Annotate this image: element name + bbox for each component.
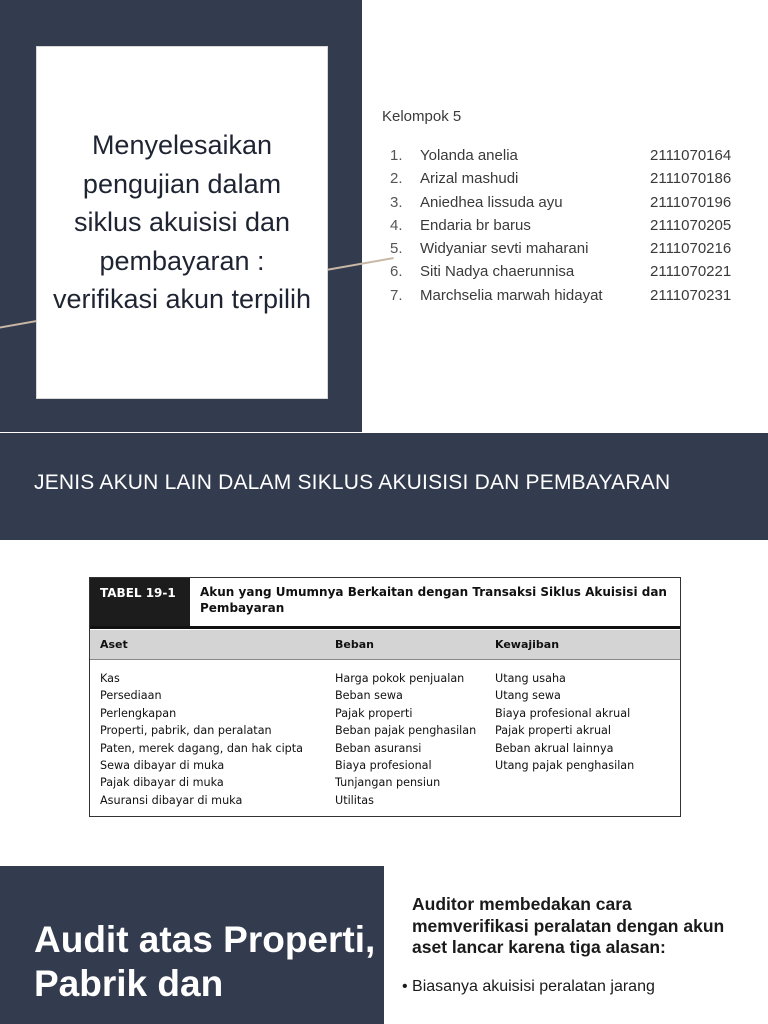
member-name: Siti Nadya chaerunnisa	[420, 263, 575, 281]
table-cell: Kas	[100, 672, 120, 685]
content-area	[402, 894, 752, 997]
member-name: Endaria br barus	[420, 216, 531, 234]
table-cell: Pajak dibayar di muka	[100, 776, 224, 790]
table-label: TABEL 19-1	[90, 578, 190, 626]
slide-title: Menyelesaikan pengujian dalam siklus akuisisi dan pembayaran : verifikasi akun terpilih	[52, 130, 312, 315]
table-cell: Beban akrual lainnya	[495, 741, 614, 755]
table-cell: Harga pokok penjualan	[335, 672, 465, 685]
slide-heading: JENIS AKUN LAIN DALAM SIKLUS AKUISISI DAN PEMBAYARAN	[34, 471, 671, 494]
member-number: 6.	[390, 263, 403, 281]
member-number: 1.	[390, 147, 403, 164]
member-number: 7.	[390, 286, 403, 304]
column-header-beban: Beban	[335, 638, 374, 651]
member-nim: 2111070205	[650, 216, 732, 234]
column-header-row	[90, 630, 680, 660]
heading-band	[0, 433, 768, 540]
table-cell: Asuransi dibayar di muka	[100, 793, 243, 807]
member-nim: 2111070216	[650, 240, 732, 258]
table-cell: Utang sewa	[495, 689, 561, 703]
accounts-slide	[0, 433, 768, 833]
list-item	[390, 167, 760, 190]
table-cell: Utang pajak penghasilan	[495, 759, 635, 773]
column-header-aset: Aset	[100, 638, 128, 651]
member-name: Arizal mashudi	[420, 170, 519, 188]
member-name: Yolanda anelia	[420, 147, 518, 164]
table-cell: Beban asuransi	[335, 741, 422, 755]
table-cell: Utilitas	[335, 793, 374, 807]
aset-column	[100, 670, 303, 809]
table-header	[90, 578, 680, 629]
table-cell: Pajak properti	[335, 706, 413, 720]
member-nim: 2111070221	[650, 263, 732, 281]
column-header-kewajiban: Kewajiban	[495, 638, 560, 651]
table-caption: Akun yang Umumnya Berkaitan dengan Transaksi Siklus Akuisisi dan Pembayaran	[200, 585, 667, 615]
table-cell: Paten, merek dagang, dan hak cipta	[100, 741, 304, 755]
table-cell: Biaya profesional	[335, 759, 432, 773]
member-nim: 2111070186	[650, 170, 732, 188]
group-label: Kelompok 5	[382, 108, 462, 125]
list-item	[390, 237, 760, 260]
member-name: Aniedhea lissuda ayu	[420, 193, 563, 211]
list-item	[390, 214, 760, 237]
slide-title: Audit atas Properti, Pabrik dan	[34, 919, 376, 1004]
member-number: 2.	[390, 170, 403, 188]
member-number: 4.	[390, 216, 403, 234]
member-name: Marchselia marwah hidayat	[420, 286, 603, 304]
table-cell: Utang usaha	[495, 672, 566, 685]
member-name: Widyaniar sevti maharani	[420, 240, 589, 258]
member-nim: 2111070164	[650, 147, 732, 164]
table-cell: Properti, pabrik, dan peralatan	[100, 724, 272, 738]
table-cell: Beban sewa	[335, 689, 403, 703]
table-cell: Perlengkapan	[100, 706, 177, 720]
member-list	[390, 144, 760, 307]
member-nim: 2111070196	[650, 193, 732, 211]
audit-slide	[0, 866, 768, 1024]
member-number: 5.	[390, 240, 403, 258]
member-number: 3.	[390, 193, 403, 211]
beban-column	[335, 670, 476, 809]
list-item	[390, 284, 760, 307]
kewajiban-column	[495, 670, 634, 774]
slide-subtitle: Auditor membedakan cara memverifikasi peralatan dengan akun aset lancar karena tiga alasan:	[412, 894, 725, 957]
title-card	[36, 46, 328, 399]
table-cell: Sewa dibayar di muka	[100, 759, 225, 773]
table-cell: Biaya profesional akrual	[495, 706, 631, 720]
accounts-table	[89, 577, 681, 817]
list-item	[390, 260, 760, 283]
bullet-item: • Biasanya akuisisi peralatan jarang	[402, 977, 655, 995]
table-cell: Pajak properti akrual	[495, 724, 612, 738]
member-nim: 2111070231	[650, 286, 732, 304]
list-item	[390, 144, 760, 167]
dark-panel	[0, 866, 384, 1024]
list-item	[390, 191, 760, 214]
table-cell: Tunjangan pensiun	[335, 776, 441, 790]
table-cell: Persediaan	[100, 689, 162, 703]
table-cell: Beban pajak penghasilan	[335, 724, 477, 738]
title-slide	[0, 0, 768, 432]
